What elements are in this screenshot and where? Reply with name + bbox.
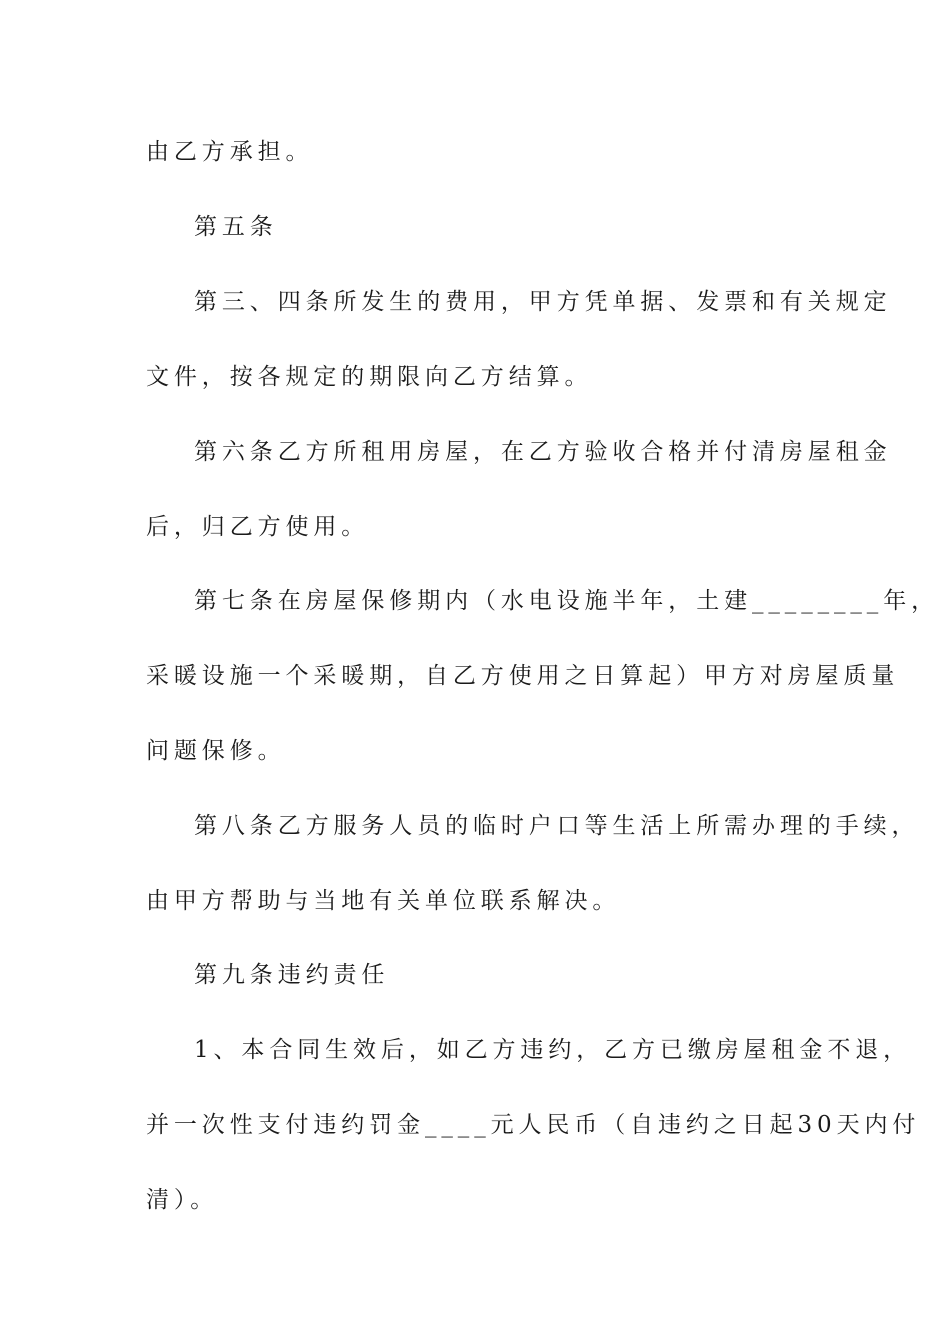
text-line: 清）。 [146,1187,219,1213]
text-line: 第三、四条所发生的费用，甲方凭单据、发票和有关规定 [194,289,892,315]
section-heading: 第九条违约责任 [194,962,390,988]
text-line: 后，归乙方使用。 [146,514,370,540]
text-line: 并一次性支付违约罚金____元人民币（自违约之日起30天内付 [146,1112,921,1138]
text-line: 1、本合同生效后，如乙方违约，乙方已缴房屋租金不退， [194,1037,912,1063]
text-line: 第六条乙方所租用房屋，在乙方验收合格并付清房屋租金 [194,439,892,465]
text-line: 第七条在房屋保修期内（水电设施半年，土建________年， [194,588,939,614]
text-line: 由甲方帮助与当地有关单位联系解决。 [146,888,621,914]
text-line: 问题保修。 [146,738,286,764]
section-heading: 第五条 [194,214,278,240]
text-line: 由乙方承担。 [146,139,314,165]
text-line: 文件，按各规定的期限向乙方结算。 [146,364,593,390]
text-line: 第八条乙方服务人员的临时户口等生活上所需办理的手续， [194,813,920,839]
text-line: 采暖设施一个采暖期，自乙方使用之日算起）甲方对房屋质量 [146,663,900,689]
